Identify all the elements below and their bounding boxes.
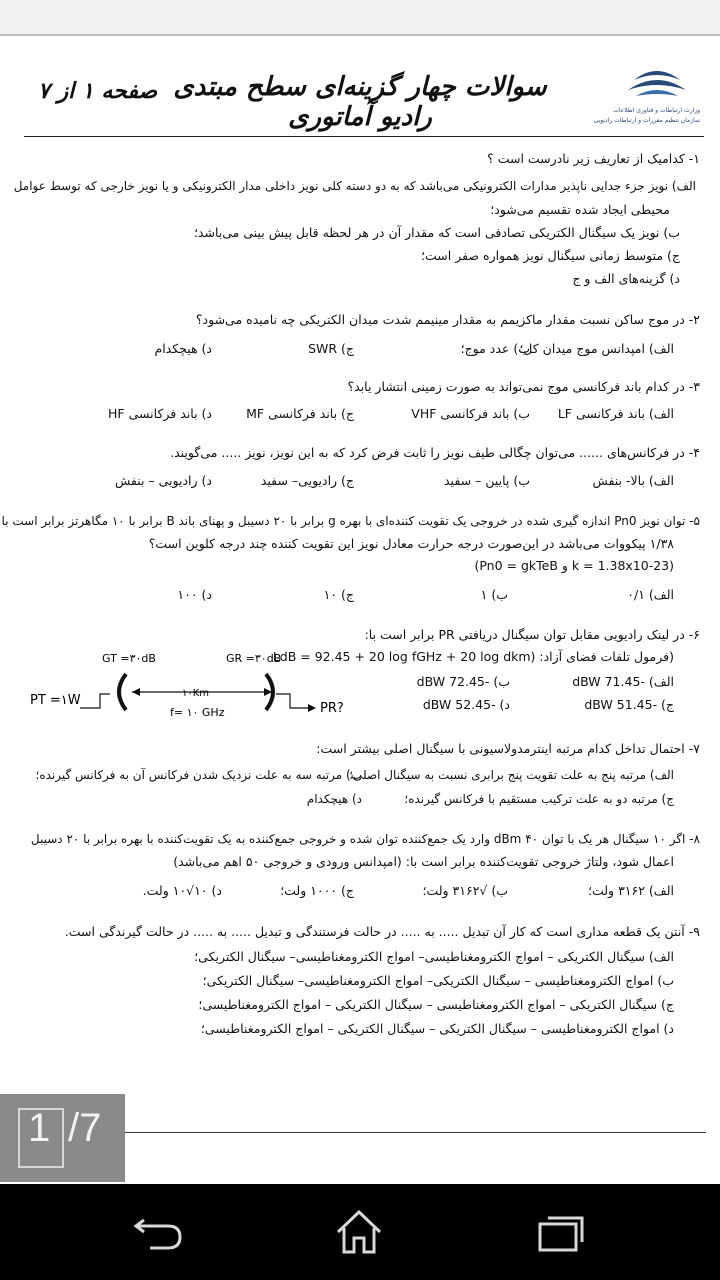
question-5: ۵- توان نویز Pn0 اندازه گیری شده در خروجی یک تقویت کننده‌ای با بهره g برابر با ۲۰ دسیبل و پهنای باند B برابر با ۱۰ مگاهرتز برابر است با	[1, 514, 700, 528]
q5-option-a: الف) ۰/۱	[627, 587, 674, 602]
question-5-line-2: ۱/۳۸ پیکووات می‌باشد در این‌صورت درجه حرارت معادل نویز این تقویت کننده چند درجه کلوین است؟	[148, 536, 674, 551]
question-2: ۲- در موج ساکن نسبت مقدار ماکزیمم به مقدار مینیمم شدت میدان الکتریکی چه نامیده می‌شود؟	[195, 312, 700, 327]
cra-logo	[593, 62, 702, 134]
q1-option-a-cont: محیطی ایجاد شده تقسیم می‌شود؛	[490, 202, 670, 217]
question-6-text: در لینک رادیویی مقابل توان سیگنال دریافتی PR برابر است با:	[364, 627, 685, 642]
q3-option-d: د) باند فرکانسی HF	[108, 406, 212, 421]
q7-option-b: ب) مرتبه سه به علت نزدیک شدن فرکانس آن به فرکانس گیرنده؛	[35, 768, 362, 782]
page-indicator[interactable]	[0, 1094, 125, 1182]
question-5-formula: (Pn0 = gkTeB و k = 1.38x10-23)	[474, 558, 674, 573]
logo-text-1: وزارت ارتباطات و فناوری اطلاعات	[613, 107, 700, 114]
q7-option-a: الف) مرتبه پنج به علت تقویت پنج برابری نسبت به سیگنال اصلی؛	[349, 768, 674, 782]
current-page: 1	[28, 1106, 51, 1150]
back-icon	[124, 1206, 194, 1258]
q2-option-b: ب) عدد موج؛	[460, 341, 530, 356]
distance-label: ۱۰Km	[182, 688, 210, 699]
gt-label: GT =۳۰dB	[102, 652, 156, 665]
question-9-text: آنتن یک قطعه مداری است که کار آن تبدیل ..... به ..... در حالت فرستندگی و تبدیل ..... به ..... در حالت گیرندگی است.	[64, 924, 685, 939]
page-bottom-rule	[110, 1132, 706, 1133]
q8-option-a: الف) ۳۱۶۲ ولت؛	[587, 883, 674, 898]
q9-option-a: الف) سیگنال الکتریکی – امواج الکترومغناطیسی– امواج الکترومغناطیسی– سیگنال الکتریکی؛	[194, 949, 674, 964]
q2-option-c: ج) SWR	[308, 341, 354, 356]
question-8: ۸- اگر ۱۰ سیگنال هر یک با توان ۴۰ dBm وارد یک جمع‌کننده توان شده و خروجی جمع‌کننده به یک تقویت‌کننده با بهره برابر با ۲۰ دسیبل	[30, 832, 700, 846]
q1-option-c: ج) متوسط زمانی سیگنال نویز همواره صفر است؛	[421, 248, 680, 263]
recents-icon	[526, 1206, 596, 1258]
q7-option-c: ج) مرتبه دو به علت ترکیب مستقیم با فرکانس گیرنده؛	[404, 792, 674, 806]
question-4-text: در فرکانس‌های ...... می‌توان چگالی طیف نویز را ثابت فرض کرد که به این نویز، نویز ..... می‌گویند.	[170, 445, 685, 460]
question-8-line-1: اگر ۱۰ سیگنال هر یک با توان ۴۰ dBm وارد یک جمع‌کننده توان شده و خروجی جمع‌کننده به یک تقویت‌کننده با بهره برابر با ۲۰ دسیبل	[30, 832, 686, 846]
header-rule	[24, 136, 704, 137]
document-title: سوالات چهار گزینه‌ای سطح مبتدی رادیو آماتوری	[173, 72, 547, 132]
question-7: ۷- احتمال تداخل کدام مرتبه اینترمدولاسیونی با سیگنال اصلی بیشتر است:	[316, 741, 700, 756]
question-5-line-1: توان نویز Pn0 اندازه گیری شده در خروجی یک تقویت کننده‌ای با بهره g برابر با ۲۰ دسیبل و پهنای باند B برابر با ۱۰ مگاهرتز برابر است با	[1, 514, 686, 528]
q1-option-a: الف) نویز جزء جدایی ناپذیر مدارات الکترونیکی می‌باشد که به دو دسته کلی نویز داخلی مدار الکترونیکی و یا نویز خارجی که توسط عوامل	[13, 179, 696, 193]
back-button[interactable]	[124, 1206, 194, 1258]
home-icon	[324, 1206, 394, 1258]
q6-option-c: ج) -51.45 dBW	[584, 697, 674, 712]
q5-option-c: ج) ۱۰	[323, 587, 354, 602]
q9-option-b: ب) امواج الکترومغناطیسی – سیگنال الکتریکی– امواج الکترومغناطیسی– سیگنال الکتریکی؛	[202, 973, 674, 988]
q6-option-d: د) -52.45 dBW	[422, 697, 510, 712]
question-3-text: در کدام باند فرکانسی موج نمی‌تواند به صورت زمینی انتشار یابد؟	[347, 379, 685, 394]
logo-text-2: سازمان تنظیم مقررات و ارتباطات رادیویی	[593, 117, 700, 124]
question-1: ۱- کدامیک از تعاریف زیر نادرست است ؟	[487, 151, 700, 166]
q9-option-d: د) امواج الکترومغناطیسی – سیگنال الکتریکی – سیگنال الکتریکی – امواج الکترومغناطیسی؛	[200, 1021, 674, 1036]
q6-option-b: ب) -72.45 dBW	[416, 674, 510, 689]
tx-antenna-icon	[119, 674, 126, 710]
question-6-formula: (فرمول تلفات فضای آزاد: (LdB = 92.45 + 20 log fGHz + 20 log dkm	[272, 649, 674, 664]
q4-option-d: د) رادیویی – بنفش	[114, 473, 212, 488]
question-2-text: در موج ساکن نسبت مقدار ماکزیمم به مقدار مینیمم شدت میدان الکتریکی چه نامیده می‌شود؟	[195, 312, 685, 327]
question-6: ۶- در لینک رادیویی مقابل توان سیگنال دریافتی PR برابر است با:	[364, 627, 700, 642]
app-top-bar	[0, 0, 720, 36]
q4-option-a: الف) بالا- بنفش	[592, 473, 674, 488]
q5-option-d: د) ۱۰۰	[177, 587, 212, 602]
pr-label: PR?	[320, 701, 344, 716]
page-label: صفحه ۱ از ۷	[38, 78, 158, 104]
home-button[interactable]	[324, 1206, 394, 1258]
frequency-label: f= ۱۰ GHz	[170, 706, 225, 719]
recents-button[interactable]	[526, 1206, 596, 1258]
q1-option-d: د) گزینه‌های الف و ج	[572, 271, 680, 286]
q3-option-c: ج) باند فرکانسی MF	[246, 406, 354, 421]
pt-label: PT =۱W	[30, 693, 81, 708]
question-9: ۹- آنتن یک قطعه مداری است که کار آن تبدیل ..... به ..... در حالت فرستندگی و تبدیل ..... به ..... در حالت گیرندگی است.	[64, 924, 700, 939]
q3-option-b: ب) باند فرکانسی VHF	[411, 406, 530, 421]
q4-option-b: ب) پایین – سفید	[444, 473, 530, 488]
q8-option-c: ج) ۱۰۰۰ ولت؛	[280, 883, 354, 898]
question-3: ۳- در کدام باند فرکانسی موج نمی‌تواند به صورت زمینی انتشار یابد؟	[347, 379, 700, 394]
q6-option-a: الف) -71.45 dBW	[572, 674, 674, 689]
system-nav-bar	[0, 1184, 720, 1280]
total-pages: /7	[68, 1106, 102, 1150]
q4-option-c: ج) رادیویی– سفید	[260, 473, 354, 488]
q1-option-b: ب) نویز یک سیگنال الکتریکی تصادفی است که مقدار آن در هر لحظه قابل پیش بینی می‌باشد؛	[193, 225, 680, 240]
question-1-text: کدامیک از تعاریف زیر نادرست است ؟	[487, 151, 685, 166]
q9-option-c: ج) سیگنال الکتریکی – امواج الکترومغناطیسی – سیگنال الکتریکی – امواج الکترومغناطیسی؛	[198, 997, 674, 1012]
gr-label: GR =۳۰dB	[226, 652, 282, 665]
q3-option-a: الف) باند فرکانسی LF	[557, 406, 674, 421]
q8-option-b: ب) √۳۱۶۲ ولت؛	[422, 883, 508, 898]
q2-option-a: الف) امپدانس موج میدان کل؛	[519, 341, 674, 356]
q8-option-d: د) ۱۰√۱۰ ولت.	[142, 883, 222, 898]
question-7-text: احتمال تداخل کدام مرتبه اینترمدولاسیونی با سیگنال اصلی بیشتر است:	[316, 741, 685, 756]
q7-option-d: د) هیچکدام	[306, 792, 362, 806]
q5-option-b: ب) ۱	[480, 587, 508, 602]
question-4: ۴- در فرکانس‌های ...... می‌توان چگالی طیف نویز را ثابت فرض کرد که به این نویز، نویز ..... می‌گویند.	[170, 445, 700, 460]
question-8-line-2: اعمال شود، ولتاژ خروجی تقویت‌کننده برابر است با: (امپدانس ورودی و خروجی ۵۰ اهم می‌باشد)	[173, 854, 674, 869]
q2-option-d: د) هیچکدام	[154, 341, 212, 356]
radio-link-diagram	[28, 648, 344, 720]
